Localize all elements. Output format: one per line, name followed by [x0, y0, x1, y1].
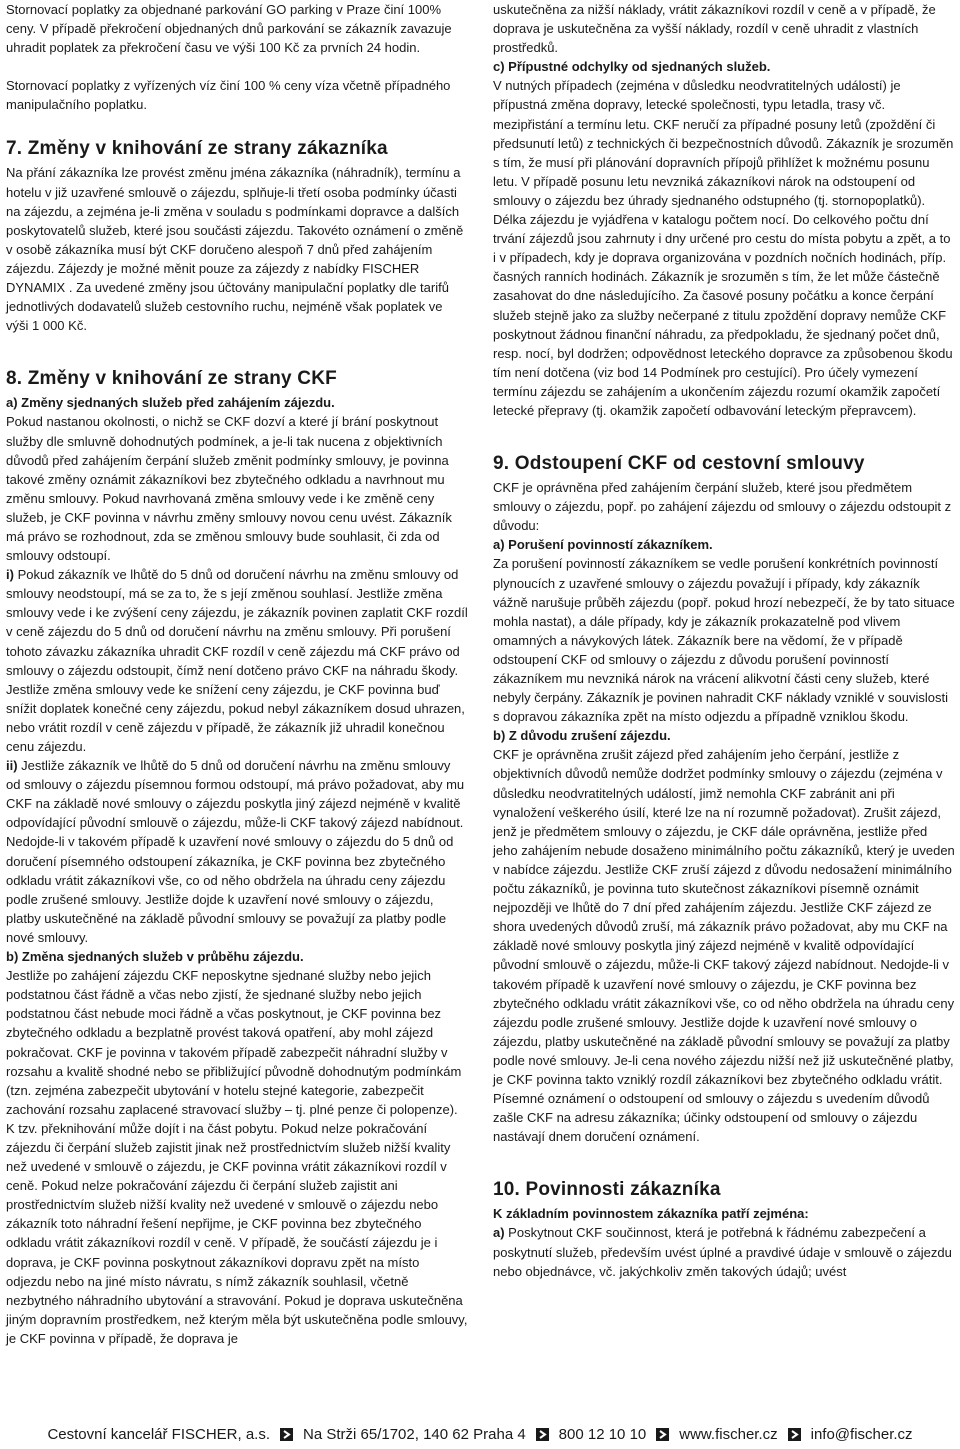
- arrow-right-icon: [536, 1428, 549, 1441]
- section-10-heading: 10. Povinnosti zákazníka: [493, 1179, 721, 1201]
- arrow-right-icon: [656, 1428, 669, 1441]
- item-ii-label: ii): [6, 758, 18, 774]
- section-9-intro: CKF je oprávněna před zahájením čerpání služeb, které jsou předmětem smlouvy o zájezdu, popř. po zahájení zájezdu od smlouvy o zájezdu odstoupit z důvodu:: [493, 480, 952, 534]
- section-8-ii-paragraph: [6, 756, 468, 947]
- section-8-i-paragraph: [6, 565, 468, 756]
- section-8b-continued-paragraph: uskutečněna za nižší náklady, vrátit zákazníkovi rozdíl v ceně a v případě, že doprava je uskutečněna za vyšší náklady, rozdíl v ceně uhradit z vlastních prostředků.: [493, 2, 936, 56]
- section-8-heading: 8. Změny v knihování ze strany CKF: [6, 368, 337, 390]
- section-9a-subheading: a) Porušení povinností zákazníkem.: [493, 537, 713, 553]
- section-8c-subheading: c) Přípustné odchylky od sjednaných služeb.: [493, 59, 771, 75]
- left-column: [6, 0, 468, 1348]
- section-9a-paragraph: Za porušení povinností zákazníkem se vedle porušení konkrétních povinností plynoucích z uzavřené smlouvy o zájezdu považují i případy, kdy zákazník vážně narušuje průběh zájezdu (popř. pokud hrozí nebezpečí, že by tato situace mohla nastat), a dále případy, kdy je zákazník prokazatelně pod vlivem omamných a návykových látek. Zákazník bere na vědomí, že v případě odstoupení CKF od smlouvy o zájezdu z důvodu porušení povinností zákazníkem mu nevzniká nárok na vrácení alikvotní části ceny služeb, které nebyly čerpány. Zákazník je povinen nahradit CKF náklady vzniklé v souvislosti s dopravou zákazníka zpět na místo odjezdu a případně vzniklou škodu.: [493, 556, 955, 725]
- footer-web-link[interactable]: www.fischer.cz: [679, 1425, 778, 1443]
- item-i-text: Pokud zákazník ve lhůtě do 5 dnů od doručení návrhu na změnu smlouvy od smlouvy neodstoupí, má se za to, že s její změnou souhlasí. Jestliže změna smlouvy vede i ke zvýšení ceny zájezdu, je zákazník povinen zaplatit CKF rozdíl v ceně zájezdu do 5 dnů od doručení návrhu na změnu smlouvy. Při porušení tohoto závazku zákazníka uhradit CKF rozdíl v ceně zájezdu má CKF právo od smlouvy o zájezdu odstoupit, čímž není dotčeno právo CKF na náhradu škody. Jestliže změna smlouvy vede ke snížení ceny zájezdu, je CKF povinna buď snížit doplatek konečné ceny zájezdu, pokud nebyl zákazníkem dosud uhrazen, nebo vrátit rozdíl v ceně zájezdu v případě, že zákazník již uhradil konečnou cenu zájezdu.: [6, 567, 468, 754]
- item-ii-text: Jestliže zákazník ve lhůtě do 5 dnů od doručení návrhu na změnu smlouvy od smlouvy o zájezdu písemnou formou odstoupí, má právo požadovat, aby mu CKF na základě nové smlouvy o zájezdu poskytla jiný zájezd nejméně v kvalitě odpovídající původní smlouvě o zájezdu, může-li CKF takový zájezd nabídnout. Nedojde-li v takovém případě k uzavření nové smlouvy o zájezdu do 5 dnů od doručení písemného odstoupení zákazníka, je CKF povinna bez zbytečného odkladu vrátit zákazníkovi vše, co od něho obdržela na úhradu ceny zájezdu podle zrušené smlouvy. Jestliže dojde k uzavření nové smlouvy o zájezdu, platby uskutečněné na základě původní smlouvy se považují za platby podle nové smlouvy.: [6, 758, 465, 945]
- section-10a-paragraph: [493, 1223, 955, 1280]
- footer: [0, 1421, 960, 1447]
- parking-cancellation-paragraph: Stornovací poplatky za objednané parkování GO parking v Praze činí 100% ceny. V případě překročení objednaných dnů parkování se zákazník zavazuje uhradit poplatek za překročení času ve výši 100 Kč za prvních 24 hodin.: [6, 2, 452, 56]
- item-a-label: a): [493, 1225, 505, 1241]
- section-8c-paragraph: V nutných případech (zejména v důsledku neodvratitelných událostí) je přípustná změna dopravy, letecké společnosti, typu letadla, trasy vč. mezipřistání a termínu letu. CKF neručí za případné posuny letů (zpoždění či předsunutí letů) z technických či bezpečnostních důvodů. Zákazník je srozuměn s tím, že musí při plánování dopravních přípojů přihlížet k možnému posunu letu. V případě posunu letu nevzniká zákazníkovi nárok na odstoupení od smlouvy o zájezdu bez úhrady sjednaného odstupného (tj. stornopoplatků). Délka zájezdu je vyjádřena v katalogu počtem nocí. Do celkového počtu dní trvání zájezdů jsou zahrnuty i dny určené pro cestu do místa pobytu a zpět, a to i v případech, kdy je doprava organizována v pozdních nočních hodinách, příp. časných ranních hodinách. Zákazník je srozuměn s tím, že let může částečně zasahovat do dne následujícího. Za časové posuny počátku a konce čerpání služeb stejně jako za služby nečerpané z titulu zpoždění dopravy nemůže CKF poskytnout žádnou finanční náhradu, za předpokladu, že sjednaný počet dnů, resp. nocí, byl dodržen; odpovědnost leteckého dopravce za způsobenou škodu tím není dotčena (viz bod 14 Podmínek pro cestující). Pro účely vymezení termínu zájezdu se zahájením a ukončením zájezdu rozumí okamžik započetí letecké přepravy (tj. okamžik započetí odbavování leteckým přepravcem).: [493, 78, 954, 418]
- visa-cancellation-paragraph: Stornovací poplatky z vyřízených víz činí 100 % ceny víza včetně případného manipulačního poplatku.: [6, 78, 451, 113]
- section-8b-subheading: b) Změna sjednaných služeb v průběhu zájezdu.: [6, 949, 304, 965]
- footer-email-link[interactable]: info@fischer.cz: [810, 1425, 913, 1443]
- arrow-right-icon: [280, 1428, 293, 1441]
- section-9b-paragraph: CKF je oprávněna zrušit zájezd před zahájením jeho čerpání, jestliže z objektivních důvodů nemůže dodržet podmínky smlouvy o zájezdu (zejména v důsledku neodvratitelných událostí, jimž nemohla CKF zabránit ani při vynaložení veškerého úsilí, které lze na ní rozumně požadovat). Zrušit zájezd, jenž je předmětem smlouvy o zájezdu, je CKF dále oprávněna, jestliže před jeho zahájením nebude dosaženo minimálního počtu zákazníků, který je uveden v nabídce zájezdu. Jestliže CKF zruší zájezd z důvodu nedosažení minimálního počtu zákazníků, je povinna tuto skutečnost zákazníkovi písemně oznámit nejpozději ve lhůtě do 7 dní před zahájením zájezdu. Jestliže CKF zájezd ze shora uvedených důvodů zruší, má zákazník právo požadovat, aby mu CKF na základě nové smlouvy poskytla jiný zájezd nejméně v kvalitě odpovídající původní smlouvě o zájezdu, může-li CKF takový zájezd nabídnout. Nedojde-li v takovém případě k uzavření nové smlouvy o zájezdu, je CKF povinna bez zbytečného odkladu vrátit zákazníkovi vše, co od něho obdržela na úhradu ceny zájezdu podle zrušené smlouvy. Jestliže dojde k uzavření nové smlouvy o zájezdu, platby uskutečněné na základě původní smlouvy se považují za platby podle nové smlouvy. Je-li cena nového zájezdu nižší než již uskutečněné platby, je CKF povinna takto vzniklý rozdíl zákazníkovi bez zbytečného odkladu vrátit. Písemné oznámení o odstoupení od smlouvy o zájezdu s uvedením důvodů zašle CKF na adresu zákazníka; účinky odstoupení od smlouvy o zájezdu nastávají dnem doručení oznámení.: [493, 747, 955, 1145]
- section-10-subheading: K základním povinnostem zákazníka patří zejména:: [493, 1206, 809, 1222]
- section-7-paragraph: Na přání zákazníka lze provést změnu jména zákazníka (náhradník), termínu a hotelu v již uzavřené smlouvě o zájezdu, splňuje-li třetí osoba podmínky účasti na zájezdu, a zejména je-li změna v souladu s podmínkami dopravce a dalších poskytovatelů služeb, které jsou součásti zájezdu. Takovéto oznámení o změně v osobě zákazníka musí být CKF doručeno alespoň 7 dnů před zahájením zájezdu. Zájezdy je možné měnit pouze za zájezdy z nabídky FISCHER DYNAMIX . Za uvedené změny jsou účtovány manipulační poplatky dle tarifů jednotlivých dodavatelů služeb cestovního ruchu, nejméně však poplatek ve výši 1 000 Kč.: [6, 165, 464, 334]
- item-i-label: i): [6, 567, 14, 583]
- section-8a-subheading: a) Změny sjednaných služeb před zahájením zájezdu.: [6, 395, 335, 411]
- footer-phone: 800 12 10 10: [558, 1425, 647, 1443]
- footer-company: Cestovní kancelář FISCHER, a.s.: [47, 1425, 271, 1443]
- section-7-heading: 7. Změny v knihování ze strany zákazníka: [6, 138, 388, 160]
- footer-address: Na Strži 65/1702, 140 62 Praha 4: [303, 1425, 526, 1443]
- right-column: [493, 0, 955, 1281]
- section-9-heading: 9. Odstoupení CKF od cestovní smlouvy: [493, 453, 865, 475]
- section-8a-paragraph: Pokud nastanou okolnosti, o nichž se CKF dozví a které jí brání poskytnout služby dle smluvně dohodnutých podmínek, a je-li tak nucena z objektivních důvodů před zahájením čerpání služeb změnit podmínky smlouvy, je povinna takové změny oznámit zákazníkovi bez zbytečného odkladu a navrhnout mu změnu smlouvy. Pokud navrhovaná změna smlouvy vede i ke změně ceny služeb, je CKF povinna v návrhu změny smlouvy novou cenu uvést. Zákazník má právo se rozhodnout, zda se změnou smlouvy bude souhlasit, či zda od smlouvy odstoupí.: [6, 414, 452, 564]
- item-a-text: Poskytnout CKF součinnost, která je potřebná k řádnému zabezpečení a poskytnutí služeb, především uvést úplné a pravdivé údaje v smlouvě o zájezdu nebo objednávce, vč. jakýchkoliv změn takových údajů; uvést: [493, 1225, 952, 1279]
- section-8b-paragraph: Jestliže po zahájení zájezdu CKF neposkytne sjednané služby nebo jejich podstatnou část řádně a včas nebo zjistí, že sjednané služby nebo jejich podstatnou část nebude moci řádně a včas poskytnout, je CKF povinna bez zbytečného odkladu a bezplatně provést taková opatření, aby mohl zájezd pokračovat. CKF je povinna v takovém případě zabezpečit náhradní služby v rozsahu a kvalitě shodné nebo se přibližující původně dohodnutým podmínkám (tzn. zejména zabezpečit ubytování v hotelu stejné kategorie, zabezpečit zachování rozsahu zaplacené stravovací služby – tj. plné penze či polopenze). K tzv. překnihování může dojít i na část pobytu. Pokud nelze pokračování zájezdu či čerpání služeb zajistit jinak než prostřednictvím služeb nižší kvality než uvedené v smlouvě o zájezdu, je CKF povinna vrátit zákazníkovi rozdíl v ceně. Pokud nelze pokračování zájezdu či čerpání služeb zajistit ani prostřednictvím služeb nižší kvality než uvedené v smlouvě o zájezdu nebo zákazník toto náhradní řešení nepřijme, je CKF povinna bez zbytečného odkladu vrátit zákazníkovi rozdíl v ceně. V případě, že součástí zájezdu je i doprava, je CKF povinna poskytnout zákazníkovi dopravu zpět na místo odjezdu nebo na jiné místo návratu, s nímž zákazník souhlasil, včetně nezbytného náhradního ubytování a stravování. Pokud je doprava uskutečněna jiným dopravním prostředkem, než kterým měla být uskutečněna podle smlouvy, je CKF povinna v případě, že doprava je: [6, 968, 468, 1346]
- section-9b-subheading: b) Z důvodu zrušení zájezdu.: [493, 728, 671, 744]
- arrow-right-icon: [788, 1428, 801, 1441]
